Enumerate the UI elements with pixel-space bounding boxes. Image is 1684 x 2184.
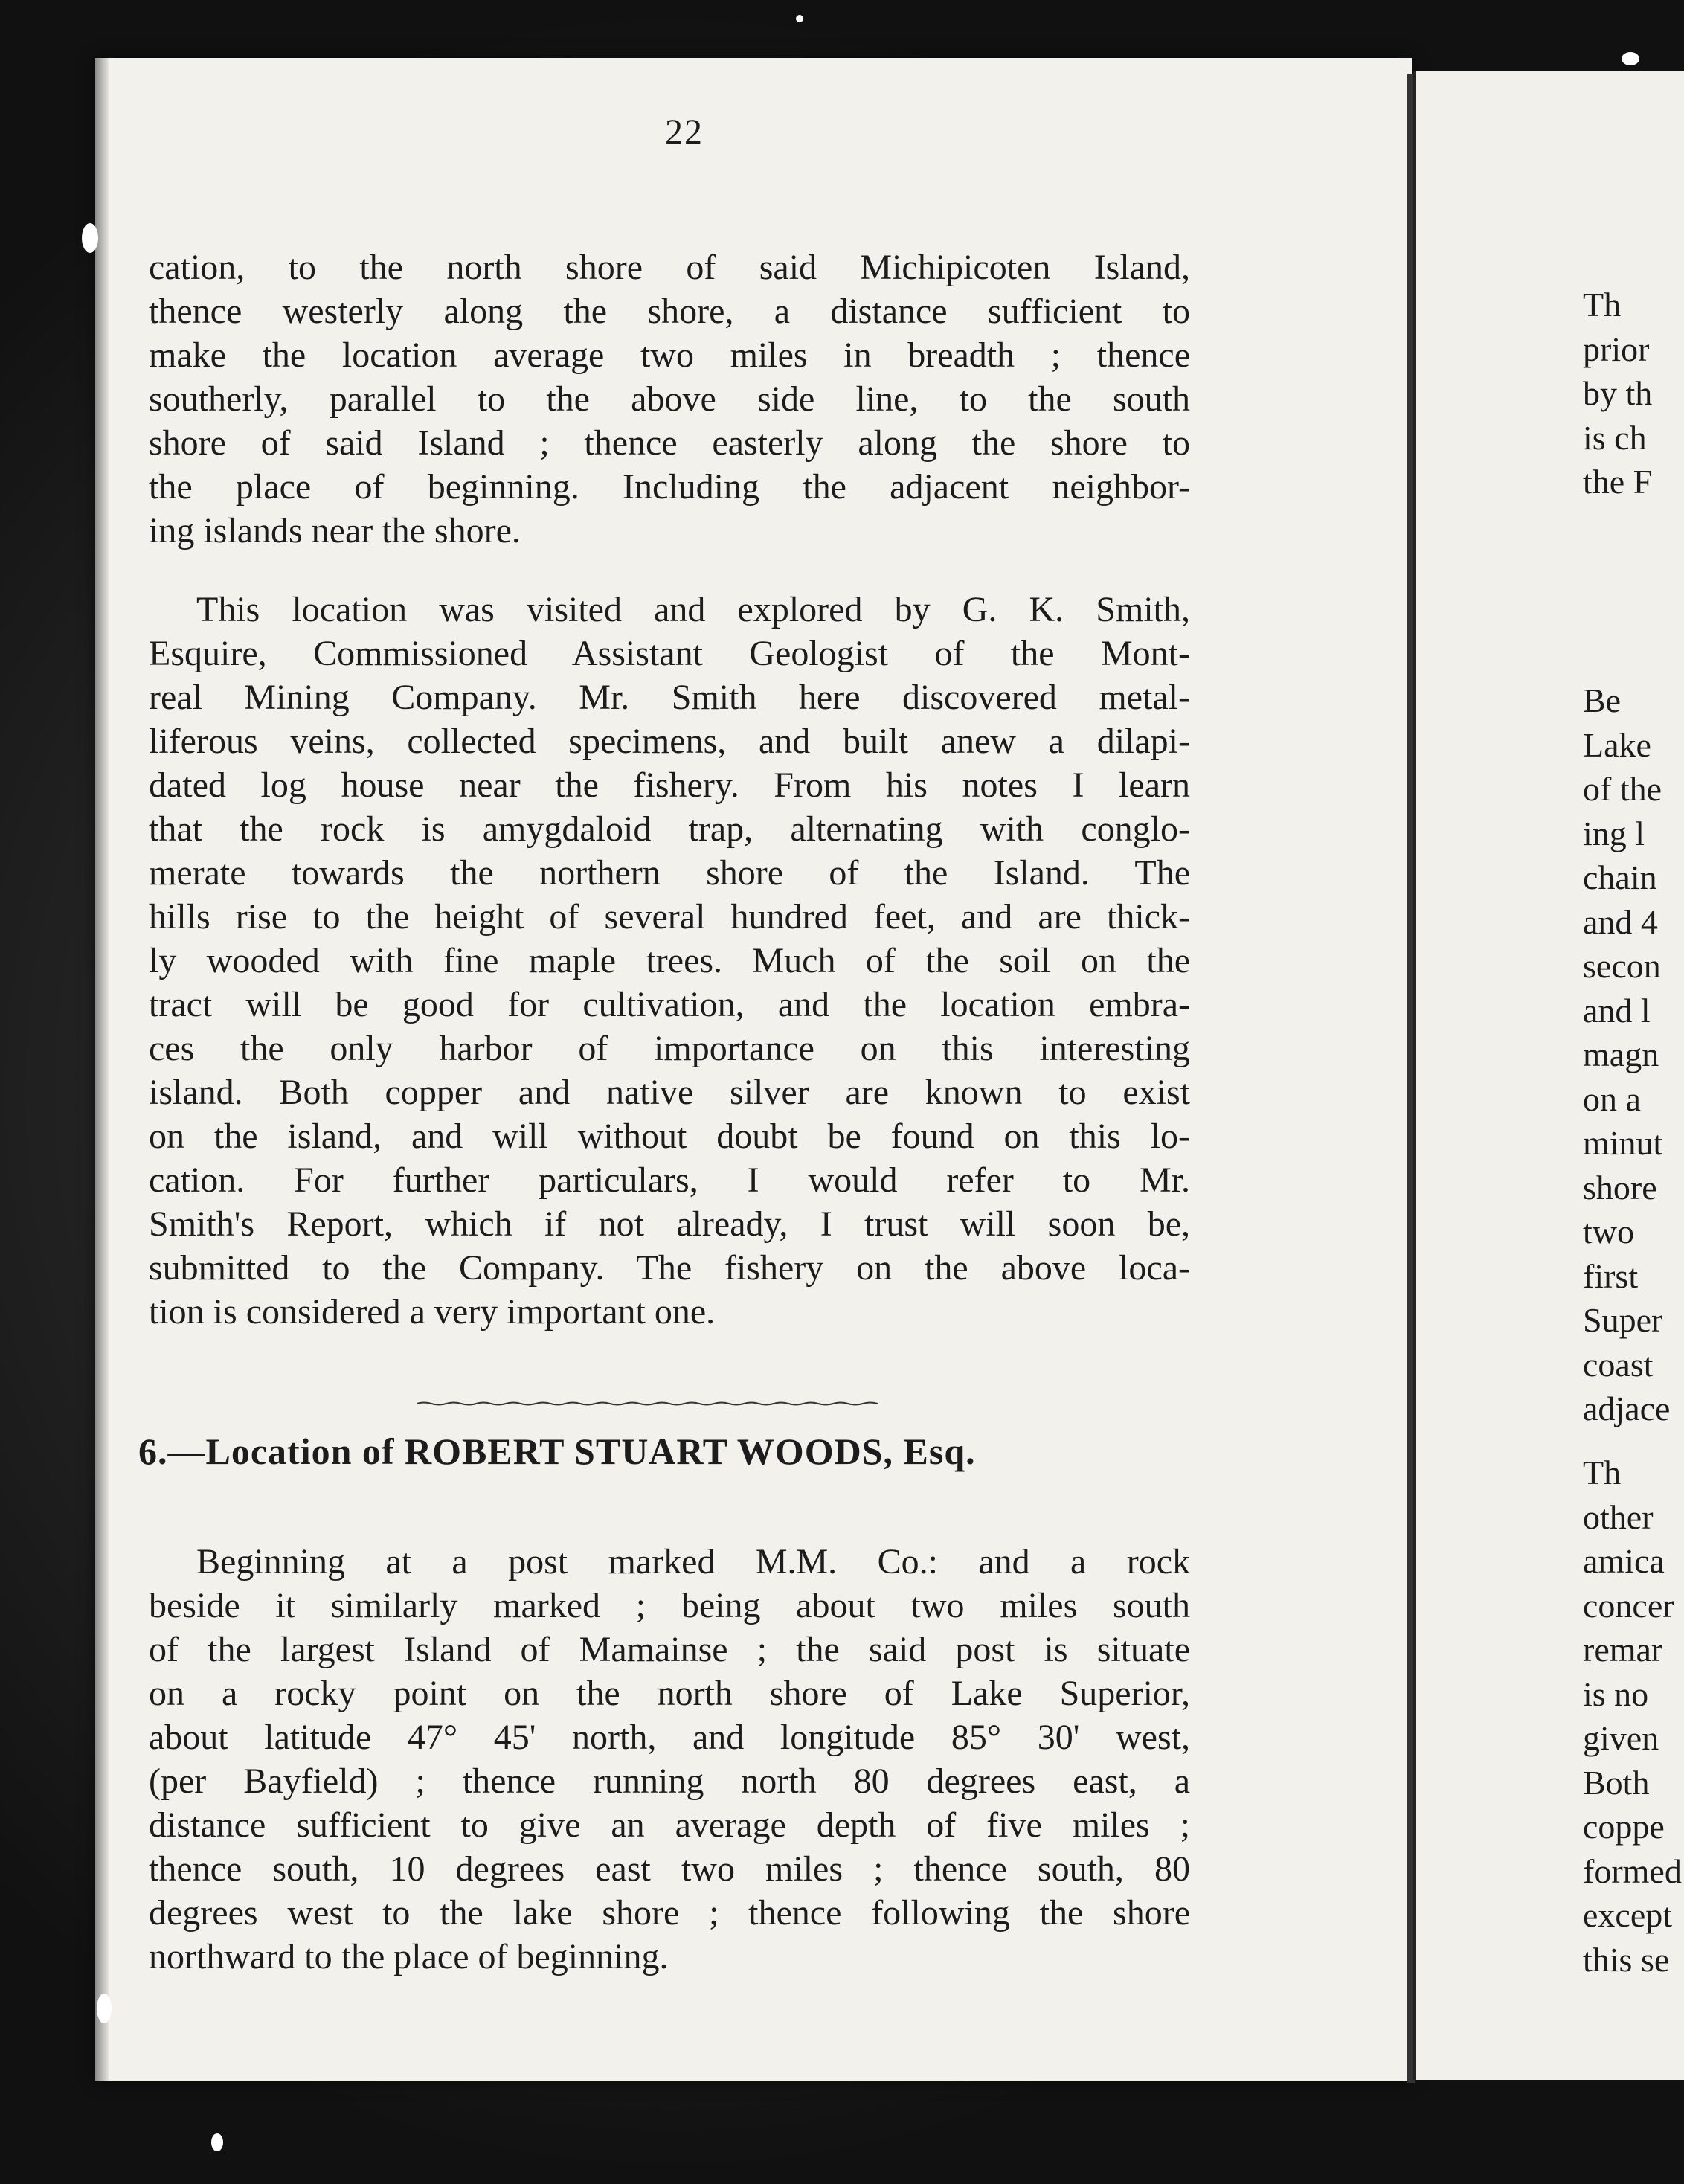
text-line: Smith's Report, which if not already, I trust will soon be, [149,1204,1190,1244]
scan-speck [82,223,98,253]
right-page-line-fragment: remar [1583,1631,1663,1668]
right-page-line-fragment: coppe [1583,1808,1665,1846]
text-line: shore of said Island ; thence easterly along the shore to [149,423,1190,463]
text-line: the place of beginning. Including the adjacent neighbor- [149,467,1190,507]
right-page-line-fragment: Super [1583,1301,1663,1339]
text-line: beside it similarly marked ; being about two miles south [149,1586,1190,1625]
right-page-line-fragment: first [1583,1256,1639,1295]
right-page-line-fragment: is ch [1583,418,1647,457]
text-line: of the largest Island of Mamainse ; the said post is situate [149,1630,1190,1669]
text-line: real Mining Company. Mr. Smith here discovered metal- [149,678,1190,717]
text-line: ing islands near the shore. [149,511,521,550]
text-line: northward to the place of beginning. [149,1937,669,1976]
text-line: cation, to the north shore of said Michipicoten Island, [149,248,1190,287]
right-page-line-fragment: this se [1583,1940,1670,1979]
right-page-line-fragment: Be [1583,681,1622,719]
right-page-line-fragment: shore [1583,1168,1657,1207]
text-line: island. Both copper and native silver are known to exist [149,1073,1190,1112]
right-page-line-fragment: Both [1583,1763,1650,1802]
scan-speck [211,2133,223,2151]
text-line: degrees west to the lake shore ; thence following the shore [149,1893,1190,1933]
right-page-line-fragment: by th [1583,374,1653,412]
text-line: southerly, parallel to the above side line, to the south [149,379,1190,419]
scan-speck [97,1994,112,2023]
right-page-line-fragment: on a [1583,1079,1641,1118]
right-page-line-fragment: except [1583,1896,1673,1934]
right-page-line-fragment: is no [1583,1674,1649,1713]
right-column-group-2 [1583,678,1684,1431]
paragraph-3 [149,1540,1190,1979]
right-page-line-fragment: and l [1583,991,1651,1030]
right-page-line-fragment: ing l [1583,814,1645,852]
paragraph-1 [149,245,1190,553]
right-page-line-fragment: adjace [1583,1390,1671,1427]
right-page-line-fragment: Th [1583,286,1622,324]
text-line: hills rise to the height of several hundred feet, and are thick- [149,897,1190,937]
text-line: that the rock is amygdaloid trap, alternating with conglo- [149,809,1190,849]
text-line: Esquire, Commissioned Assistant Geologist of the Mont- [149,634,1190,673]
right-page-line-fragment: the F [1583,463,1653,501]
text-line: make the location average two miles in breadth ; thence [149,335,1190,375]
right-page-line-fragment: secon [1583,947,1661,985]
text-line: about latitude 47° 45' north, and longitude 85° 30' west, [149,1718,1190,1757]
right-column-group-1 [1583,283,1684,504]
section-heading: 6.—Location of ROBERT STUART WOODS, Esq. [138,1430,976,1472]
text-line: dated log house near the fishery. From his notes I learn [149,765,1190,805]
text-line: thence south, 10 degrees east two miles ; thence south, 80 [149,1849,1190,1889]
section-divider [417,1400,878,1407]
right-page-line-fragment: magn [1583,1035,1659,1073]
text-line: tract will be good for cultivation, and the location embra- [149,985,1190,1024]
text-line: distance sufficient to give an average depth of five miles ; [149,1805,1190,1845]
right-page-line-fragment: two [1583,1213,1634,1250]
right-page-line-fragment: other [1583,1497,1654,1536]
right-page-line-fragment: coast [1583,1345,1654,1384]
text-line: ly wooded with fine maple trees. Much of the soil on the [149,941,1190,980]
text-line: submitted to the Company. The fishery on the above loca- [149,1248,1190,1288]
scan-speck [1622,52,1639,65]
right-page-line-fragment: chain [1583,858,1657,896]
text-line: Beginning at a post marked M.M. Co.: and a rock [196,1542,1190,1581]
paragraph-2 [149,588,1190,1334]
page-number: 22 [665,112,704,152]
text-line: ces the only harbor of importance on this interesting [149,1029,1190,1068]
text-line: on the island, and will without doubt be found on this lo- [149,1117,1190,1156]
right-page-line-fragment: amica [1583,1542,1665,1580]
text-line: merate towards the northern shore of the Island. The [149,853,1190,893]
right-column-group-3 [1583,1451,1684,1982]
right-page-line-fragment: of the [1583,770,1662,808]
text-line: thence westerly along the shore, a distance sufficient to [149,292,1190,331]
right-page-line-fragment: Th [1583,1454,1622,1491]
text-line: (per Bayfield) ; thence running north 80 degrees east, a [149,1761,1190,1801]
right-page-line-fragment: given [1583,1719,1659,1757]
right-page-line-fragment: Lake [1583,725,1651,764]
text-line: liferous veins, collected specimens, and built anew a dilapi- [149,722,1190,761]
right-page-line-fragment: and 4 [1583,902,1658,941]
right-page-line-fragment: minut [1583,1124,1663,1162]
text-line: tion is considered a very important one. [149,1292,716,1332]
text-line: This location was visited and explored by G. K. Smith, [196,590,1190,629]
right-page-line-fragment: concer [1583,1586,1674,1625]
right-page-line-fragment: prior [1583,330,1650,368]
right-page-line-fragment: formed [1583,1851,1682,1890]
text-line: cation. For further particulars, I would refer to Mr. [149,1160,1190,1200]
scan-speck [796,15,803,22]
text-line: on a rocky point on the north shore of Lake Superior, [149,1674,1190,1713]
